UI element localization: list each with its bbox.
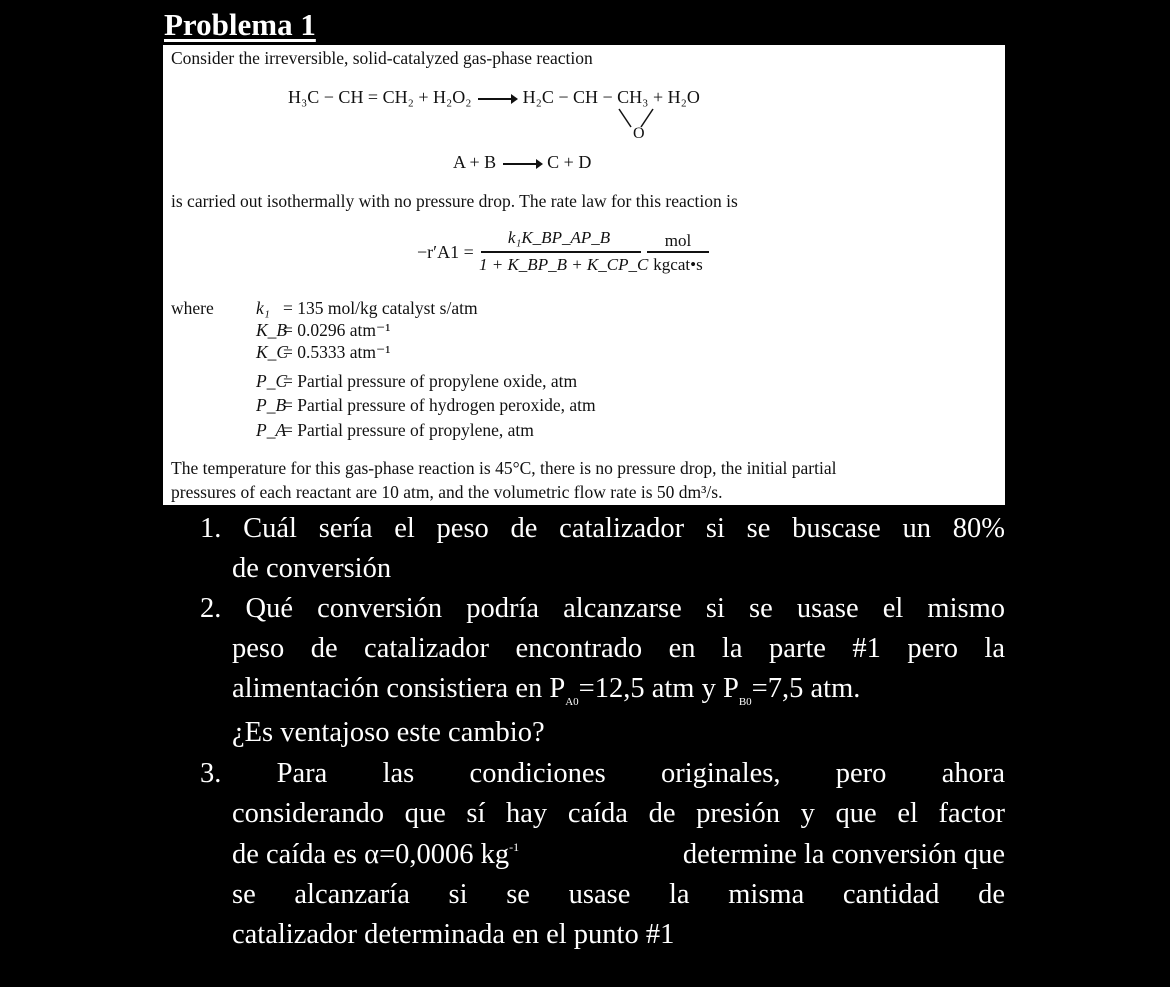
question-2-line-4: ¿Es ventajoso este cambio? [232,717,545,748]
units-numerator: mol [664,231,692,250]
question-2-line-1: 2. Qué conversión podría alcanzarse si se usase el mismo [200,593,1005,624]
param-symbol: P_A [256,420,287,440]
question-1-line-1: 1. Cuál sería el peso de catalizador si se buscase un 80% [200,513,1005,544]
q2-text-c: =7,5 atm. [751,673,861,704]
problem-statement-image [163,45,1005,505]
reaction-arrow-icon [478,98,516,100]
question-3-line-4: se alcanzaría si se usase la misma cantidad de [232,879,1005,910]
rate-denominator: 1 + K_BP_B + K_CP_C [479,255,649,274]
q3-text-b: determine la conversión que [682,839,1005,870]
question-3-line-5: catalizador determinada en el punto #1 [232,919,675,950]
param-value: = 0.0296 atm⁻¹ [283,320,391,340]
param-value: = 135 mol/kg catalyst s/atm [283,298,478,318]
reaction-equation [288,86,700,108]
reaction-short-arrow-icon [503,163,541,165]
question-3-line-3 [232,835,1005,875]
q2-sub-b0: B0 [738,696,752,708]
reaction-right: H₂C − CH − CH₃ + H₂O [522,87,700,107]
reaction-short-right: C + D [547,152,592,172]
reaction-short [453,151,591,173]
where-label: where [171,298,214,318]
units-fraction-bar [647,251,709,253]
param-symbol: P_C [256,371,288,391]
param-value: = Partial pressure of propylene oxide, atm [283,371,578,391]
question-3-line-1: 3. Para las condiciones originales, pero ahora [200,758,1005,789]
question-2-line-2: peso de catalizador encontrado en la parte #1 pero la [232,633,1005,664]
q2-sub-a0: A0 [565,696,579,708]
param-symbol: P_B [256,395,287,415]
epoxide-oxygen: O [633,125,645,142]
param-value: = Partial pressure of propylene, atm [283,420,534,440]
reaction-left: H₃C − CH = CH₂ + H₂O₂ [288,87,472,107]
q2-text-a: alimentación consistiera en P [232,673,566,704]
q2-text-b: =12,5 atm y P [578,673,739,704]
q3-superscript: -1 [509,840,520,854]
param-value: = Partial pressure of hydrogen peroxide, atm [283,395,596,415]
conditions-line-1: The temperature for this gas-phase reaction is 45°C, there is no pressure drop, the initial partial [171,458,837,478]
rate-intro-text: is carried out isothermally with no pressure drop. The rate law for this reaction is [171,191,738,211]
problem-title: Problema 1 [164,7,316,42]
reaction-short-left: A + B [453,152,497,172]
q3-text-a: de caída es α=0,0006 kg [232,839,510,870]
units-denominator: kgcat•s [653,255,703,274]
intro-text: Consider the irreversible, solid-catalyzed gas-phase reaction [171,48,593,68]
conditions-line-2: pressures of each reactant are 10 atm, and the volumetric flow rate is 50 dm³/s. [171,482,723,502]
rate-numerator: k₁K_BP_AP_B [507,228,611,247]
param-value: = 0.5333 atm⁻¹ [283,342,391,362]
question-3-line-2: considerando que sí hay caída de presión y que el factor [232,798,1005,829]
param-symbol: K_B [256,320,288,340]
rate-lhs: −r′A1 = [417,242,474,262]
param-symbol: k₁ [256,298,270,318]
param-symbol: K_C [256,342,289,362]
question-1-line-2: de conversión [232,553,392,584]
rate-fraction-bar [481,251,641,253]
